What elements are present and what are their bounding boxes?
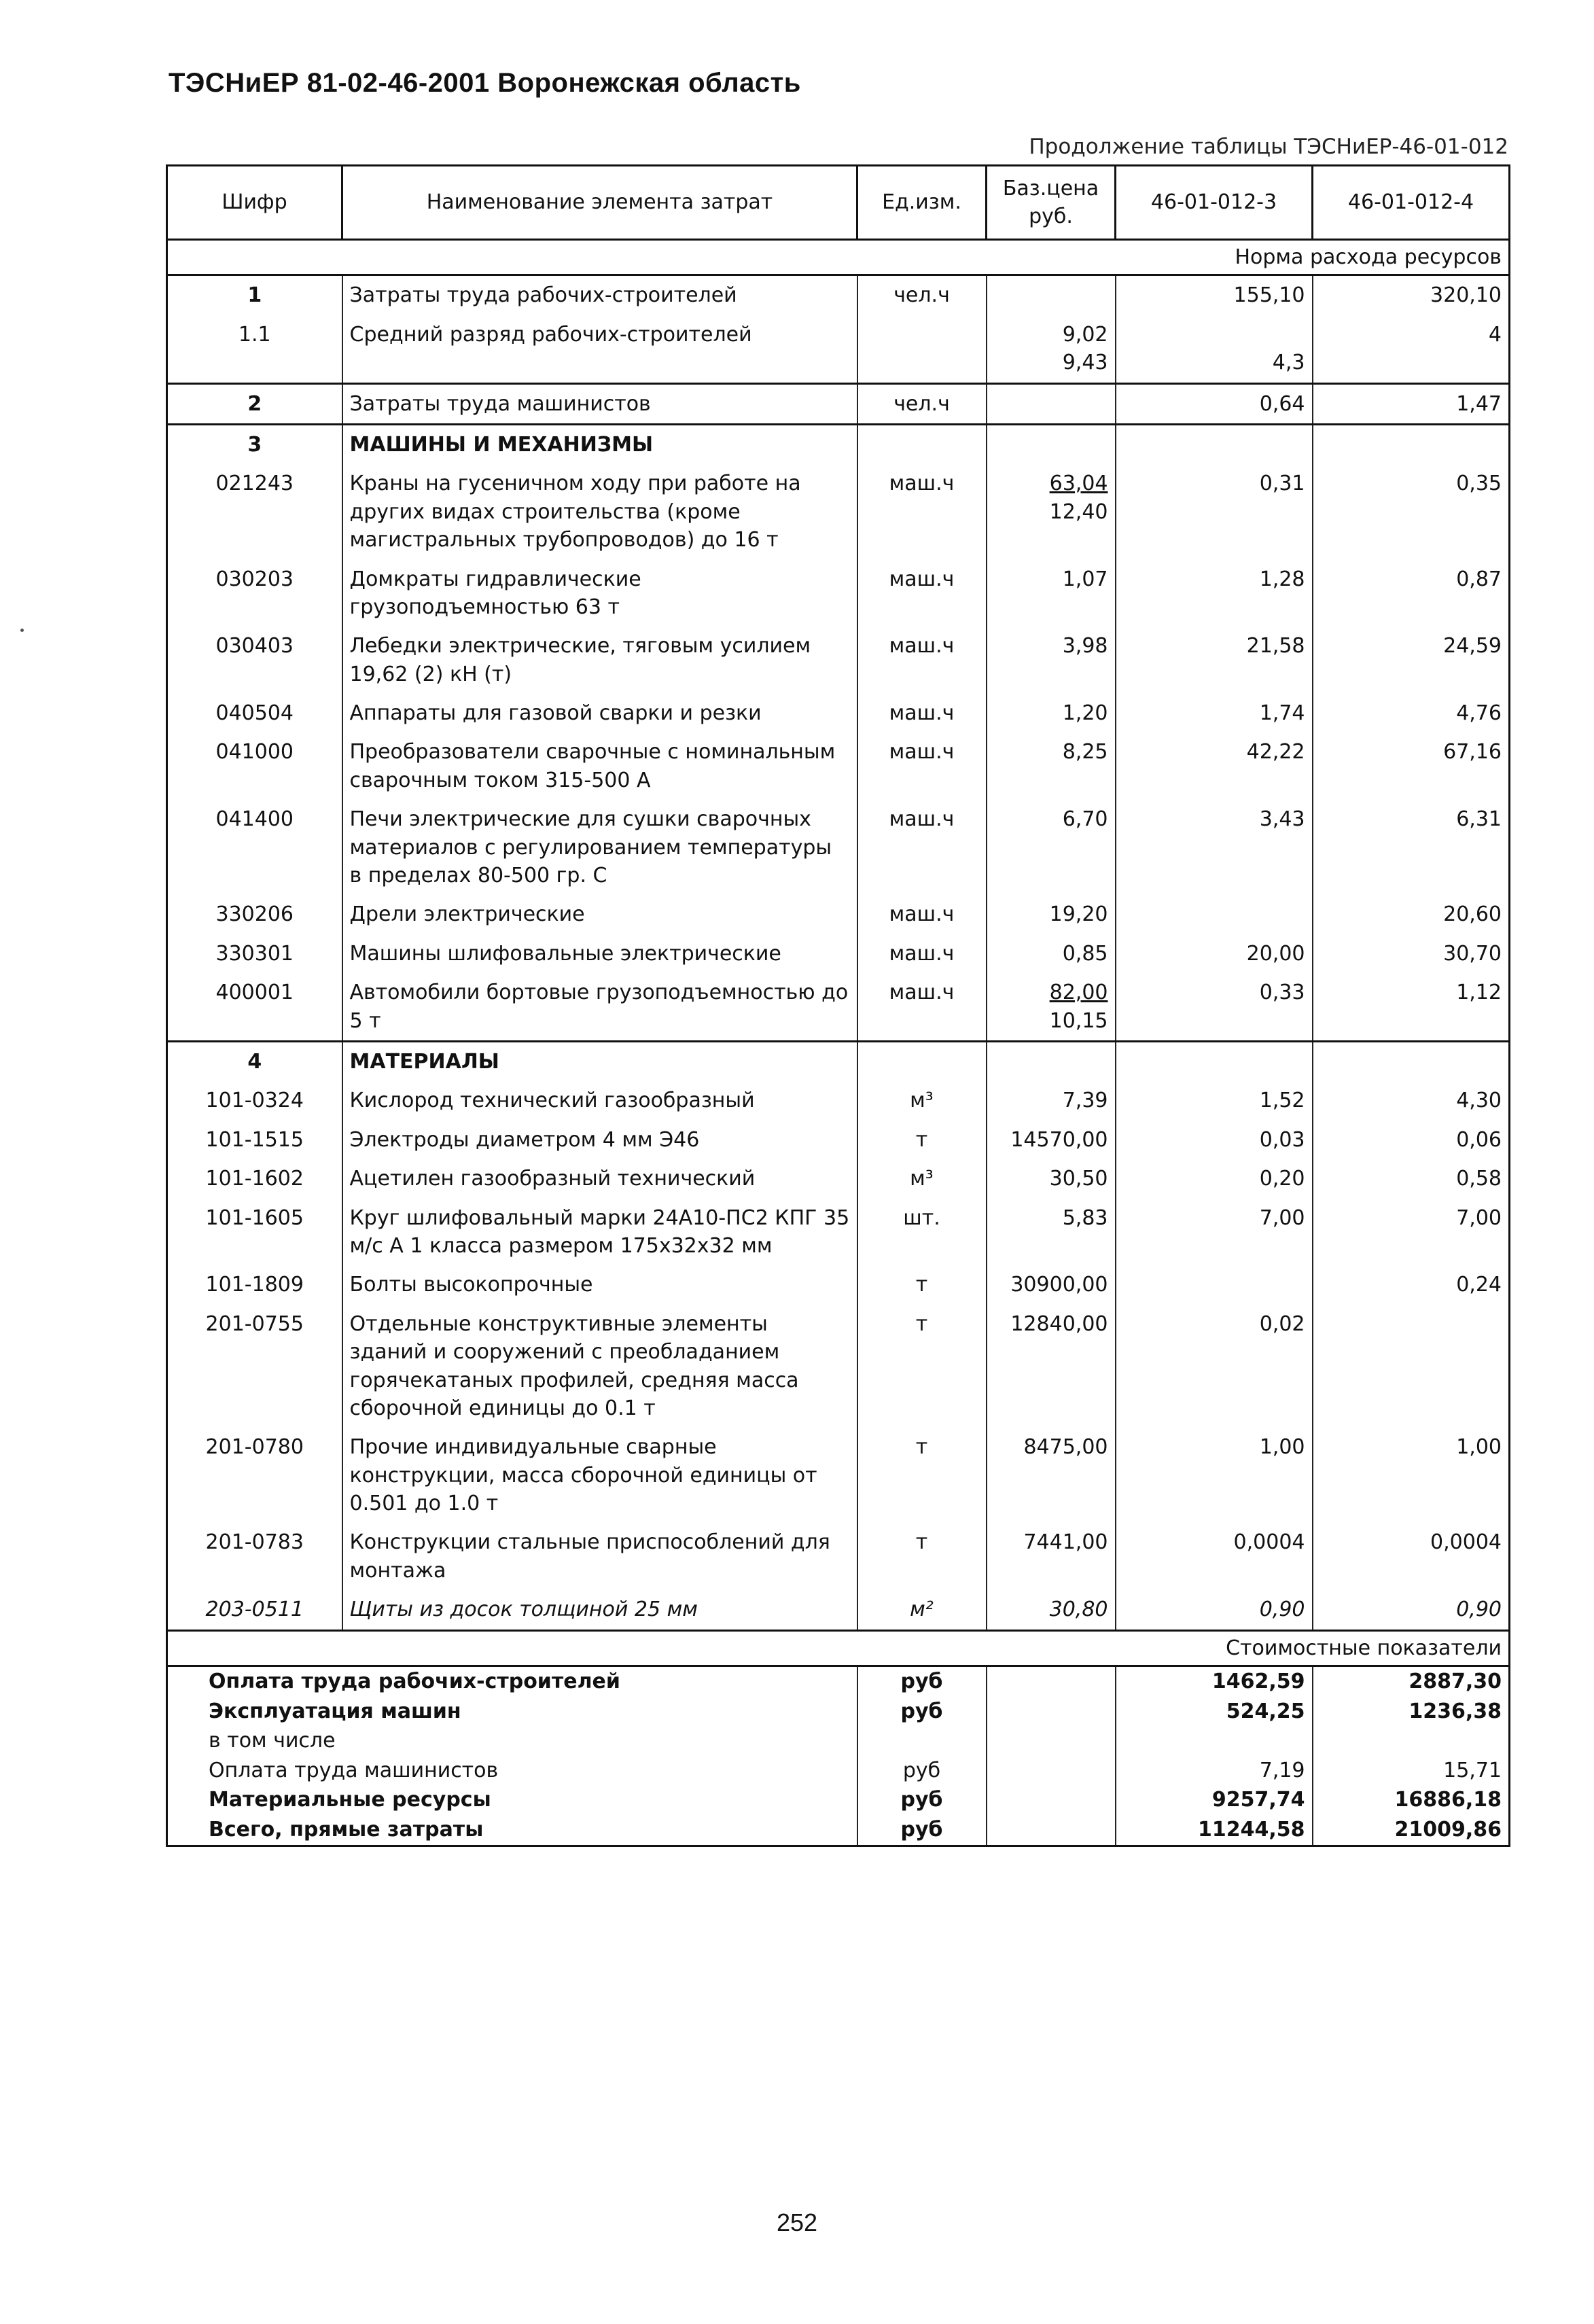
labor-grade-col-a-value: 4,3 bbox=[1272, 351, 1305, 375]
labor-grade-name: Средний разряд рабочих-строителей bbox=[342, 315, 857, 383]
page-number: 252 bbox=[776, 2208, 818, 2236]
machine-row bbox=[167, 464, 1510, 559]
machine-col-b: 20,60 bbox=[1313, 895, 1510, 934]
material-col-a: 0,90 bbox=[1116, 1590, 1313, 1630]
material-name: Болты высокопрочные bbox=[342, 1265, 857, 1304]
machine-name: Автомобили бортовые грузоподъемностью до 5 т bbox=[342, 973, 857, 1041]
summary-label: Оплата труда рабочих-строителей bbox=[167, 1666, 857, 1697]
machine-code: 030403 bbox=[167, 627, 342, 694]
machine-price bbox=[987, 627, 1116, 694]
machine-name: Лебедки электрические, тяговым усилием 19,62 (2) кН (т) bbox=[342, 627, 857, 694]
machine-unit: маш.ч bbox=[857, 800, 987, 895]
machine-col-b: 24,59 bbox=[1313, 627, 1510, 694]
resource-table-container bbox=[166, 164, 1508, 1847]
band-norm-row bbox=[167, 240, 1510, 275]
machine-code: 041000 bbox=[167, 733, 342, 800]
machine-price bbox=[987, 560, 1116, 627]
material-price: 12840,00 bbox=[987, 1305, 1116, 1428]
machine-unit: маш.ч bbox=[857, 895, 987, 934]
machine-col-b: 67,16 bbox=[1313, 733, 1510, 800]
machine-col-a bbox=[1116, 895, 1313, 934]
header-col-a: 46-01-012-3 bbox=[1116, 166, 1313, 240]
summary-row bbox=[167, 1697, 1510, 1727]
summary-col-a: 524,25 bbox=[1116, 1697, 1313, 1727]
table-header bbox=[167, 166, 1510, 240]
material-col-b: 1,00 bbox=[1313, 1428, 1510, 1523]
material-unit: т bbox=[857, 1523, 987, 1590]
material-name: Кислород технический газообразный bbox=[342, 1081, 857, 1120]
machine-name: Краны на гусеничном ходу при работе на других видах строительства (кроме магистральных трубопроводов) до 16 т bbox=[342, 464, 857, 559]
summary-unit: руб bbox=[857, 1666, 987, 1697]
machine-row bbox=[167, 627, 1510, 694]
header-price bbox=[987, 166, 1116, 240]
material-row bbox=[167, 1590, 1510, 1630]
machine-code: 400001 bbox=[167, 973, 342, 1041]
machine-name: Машины шлифовальные электрические bbox=[342, 934, 857, 973]
material-price: 7,39 bbox=[987, 1081, 1116, 1120]
machine-col-a: 0,33 bbox=[1116, 973, 1313, 1041]
summary-label: Всего, прямые затраты bbox=[167, 1815, 857, 1846]
machine-price-value: 1,07 bbox=[1062, 567, 1108, 591]
machine-unit: маш.ч bbox=[857, 934, 987, 973]
machine-row bbox=[167, 560, 1510, 627]
material-code: 101-1809 bbox=[167, 1265, 342, 1304]
machines-section-title: МАШИНЫ И МЕХАНИЗМЫ bbox=[342, 424, 857, 464]
material-row bbox=[167, 1265, 1510, 1304]
machine-price-value: 6,70 bbox=[1062, 807, 1108, 832]
material-row bbox=[167, 1523, 1510, 1590]
material-row bbox=[167, 1081, 1510, 1120]
header-unit: Ед.изм. bbox=[857, 166, 987, 240]
machine-price-value: 3,98 bbox=[1062, 634, 1108, 658]
materials-section-row bbox=[167, 1041, 1510, 1081]
resource-table bbox=[166, 164, 1510, 1847]
machine-row bbox=[167, 973, 1510, 1041]
machine-code: 041400 bbox=[167, 800, 342, 895]
material-row bbox=[167, 1121, 1510, 1159]
labor-price bbox=[987, 275, 1116, 315]
material-price: 30900,00 bbox=[987, 1265, 1116, 1304]
machine-col-a: 1,74 bbox=[1116, 694, 1313, 733]
material-code: 101-1605 bbox=[167, 1199, 342, 1266]
cost-body bbox=[167, 1630, 1510, 1666]
summary-label: Материальные ресурсы bbox=[167, 1785, 857, 1815]
summary-unit: руб bbox=[857, 1697, 987, 1727]
summary-label: в том числе bbox=[167, 1726, 857, 1756]
material-price: 8475,00 bbox=[987, 1428, 1116, 1523]
header-price-line1: Баз.цена bbox=[1002, 176, 1099, 200]
machines-body bbox=[167, 464, 1510, 1041]
labor-grade-col-a bbox=[1116, 315, 1313, 383]
material-col-b: 7,00 bbox=[1313, 1199, 1510, 1266]
labor-grade-col-b: 4 bbox=[1313, 315, 1510, 383]
summary-unit: руб bbox=[857, 1815, 987, 1846]
material-col-a: 0,02 bbox=[1116, 1305, 1313, 1428]
material-name: Прочие индивидуальные сварные конструкции, масса сборочной единицы от 0.501 до 1.0 т bbox=[342, 1428, 857, 1523]
machine-price-value: 63,04 bbox=[1049, 472, 1108, 496]
machine-price bbox=[987, 800, 1116, 895]
empty-cell bbox=[987, 1041, 1116, 1081]
summary-col-b: 2887,30 bbox=[1313, 1666, 1510, 1697]
labor-grade-price-1: 9,02 bbox=[1062, 322, 1108, 347]
machine-name: Дрели электрические bbox=[342, 895, 857, 934]
machine-price-value: 1,20 bbox=[1062, 701, 1108, 726]
material-unit: т bbox=[857, 1428, 987, 1523]
machine-price bbox=[987, 934, 1116, 973]
machine-name: Печи электрические для сушки сварочных материалов с регулированием температуры в пределах 80-500 гр. С bbox=[342, 800, 857, 895]
labor-grade-price bbox=[987, 315, 1116, 383]
machine-col-b: 0,35 bbox=[1313, 464, 1510, 559]
machine-price bbox=[987, 733, 1116, 800]
table-caption: Продолжение таблицы ТЭСНиЕР-46-01-012 bbox=[1029, 135, 1508, 159]
machine-col-a: 1,28 bbox=[1116, 560, 1313, 627]
labor-grade-price-2: 9,43 bbox=[1062, 351, 1108, 375]
machine-col-a: 3,43 bbox=[1116, 800, 1313, 895]
material-unit: т bbox=[857, 1121, 987, 1159]
material-unit: шт. bbox=[857, 1199, 987, 1266]
summary-col-b: 16886,18 bbox=[1313, 1785, 1510, 1815]
table-body bbox=[167, 240, 1510, 465]
summary-label: Эксплуатация машин bbox=[167, 1697, 857, 1727]
machine-unit: маш.ч bbox=[857, 627, 987, 694]
machine-price-value: 8,25 bbox=[1062, 740, 1108, 764]
machine-col-b: 1,12 bbox=[1313, 973, 1510, 1041]
machine-col-a: 42,22 bbox=[1116, 733, 1313, 800]
labor-row-1-1 bbox=[167, 315, 1510, 383]
materials-body bbox=[167, 1081, 1510, 1630]
empty-cell bbox=[857, 424, 987, 464]
material-price: 5,83 bbox=[987, 1199, 1116, 1266]
machine-unit: маш.ч bbox=[857, 464, 987, 559]
empty-cell bbox=[1116, 1041, 1313, 1081]
material-code: 201-0755 bbox=[167, 1305, 342, 1428]
machine-code: 040504 bbox=[167, 694, 342, 733]
material-name: Отдельные конструктивные элементы зданий и сооружений с преобладанием горячекатаных профилей, средняя масса сборочной единицы до 0.1 т bbox=[342, 1305, 857, 1428]
operator-labor-code: 2 bbox=[167, 383, 342, 424]
summary-unit bbox=[857, 1726, 987, 1756]
material-code: 201-0783 bbox=[167, 1523, 342, 1590]
machine-unit: маш.ч bbox=[857, 560, 987, 627]
empty-cell bbox=[987, 424, 1116, 464]
material-name: Круг шлифовальный марки 24А10-ПС2 КПГ 35 м/с А 1 класса размером 175х32х32 мм bbox=[342, 1199, 857, 1266]
material-unit: м³ bbox=[857, 1159, 987, 1198]
material-col-a: 0,20 bbox=[1116, 1159, 1313, 1198]
machine-price bbox=[987, 464, 1116, 559]
material-col-b: 0,0004 bbox=[1313, 1523, 1510, 1590]
machines-section-row bbox=[167, 424, 1510, 464]
summary-price bbox=[987, 1756, 1116, 1786]
labor-row-1 bbox=[167, 275, 1510, 315]
machine-unit: маш.ч bbox=[857, 733, 987, 800]
machine-unit: маш.ч bbox=[857, 694, 987, 733]
machine-code: 330206 bbox=[167, 895, 342, 934]
summary-row bbox=[167, 1785, 1510, 1815]
operator-labor-unit: чел.ч bbox=[857, 383, 987, 424]
materials-section-body bbox=[167, 1041, 1510, 1081]
material-col-a: 0,0004 bbox=[1116, 1523, 1313, 1590]
materials-section-code: 4 bbox=[167, 1041, 342, 1081]
machine-row bbox=[167, 733, 1510, 800]
summary-col-a: 7,19 bbox=[1116, 1756, 1313, 1786]
band-cost-row bbox=[167, 1630, 1510, 1666]
material-col-b: 0,90 bbox=[1313, 1590, 1510, 1630]
summary-price bbox=[987, 1815, 1116, 1846]
machine-row bbox=[167, 800, 1510, 895]
material-name: Ацетилен газообразный технический bbox=[342, 1159, 857, 1198]
summary-unit: руб bbox=[857, 1785, 987, 1815]
material-unit: т bbox=[857, 1305, 987, 1428]
machine-col-b: 4,76 bbox=[1313, 694, 1510, 733]
operator-labor-name: Затраты труда машинистов bbox=[342, 383, 857, 424]
machine-price-value: 0,85 bbox=[1062, 941, 1108, 966]
material-price: 7441,00 bbox=[987, 1523, 1116, 1590]
machine-price-wage: 12,40 bbox=[1049, 499, 1108, 524]
summary-price bbox=[987, 1697, 1116, 1727]
machine-price bbox=[987, 895, 1116, 934]
machines-section-code: 3 bbox=[167, 424, 342, 464]
operator-labor-col-b: 1,47 bbox=[1313, 383, 1510, 424]
machine-code: 021243 bbox=[167, 464, 342, 559]
empty-cell bbox=[857, 1041, 987, 1081]
material-col-b: 4,30 bbox=[1313, 1081, 1510, 1120]
materials-section-title: МАТЕРИАЛЫ bbox=[342, 1041, 857, 1081]
empty-cell bbox=[1313, 1041, 1510, 1081]
machine-price bbox=[987, 973, 1116, 1041]
summary-body bbox=[167, 1666, 1510, 1846]
summary-price bbox=[987, 1785, 1116, 1815]
material-row bbox=[167, 1305, 1510, 1428]
machine-col-b: 30,70 bbox=[1313, 934, 1510, 973]
material-col-a bbox=[1116, 1265, 1313, 1304]
summary-col-b: 21009,86 bbox=[1313, 1815, 1510, 1846]
material-col-a: 0,03 bbox=[1116, 1121, 1313, 1159]
band-norm-label: Норма расхода ресурсов bbox=[167, 240, 1510, 275]
summary-price bbox=[987, 1666, 1116, 1697]
document-title: ТЭСНиЕР 81-02-46-2001 Воронежская область bbox=[169, 68, 801, 98]
summary-row bbox=[167, 1666, 1510, 1697]
machine-price bbox=[987, 694, 1116, 733]
material-col-a: 1,00 bbox=[1116, 1428, 1313, 1523]
material-name: Щиты из досок толщиной 25 мм bbox=[342, 1590, 857, 1630]
summary-price bbox=[987, 1726, 1116, 1756]
material-unit: м³ bbox=[857, 1081, 987, 1120]
machine-price-wage: 10,15 bbox=[1049, 1008, 1108, 1033]
machine-col-a: 0,31 bbox=[1116, 464, 1313, 559]
summary-col-a: 1462,59 bbox=[1116, 1666, 1313, 1697]
summary-col-a: 9257,74 bbox=[1116, 1785, 1313, 1815]
material-name: Электроды диаметром 4 мм Э46 bbox=[342, 1121, 857, 1159]
machine-row bbox=[167, 934, 1510, 973]
labor-col-a: 155,10 bbox=[1116, 275, 1313, 315]
labor-grade-code: 1.1 bbox=[167, 315, 342, 383]
material-col-a: 7,00 bbox=[1116, 1199, 1313, 1266]
machine-name: Аппараты для газовой сварки и резки bbox=[342, 694, 857, 733]
machine-row bbox=[167, 694, 1510, 733]
labor-grade-unit bbox=[857, 315, 987, 383]
machine-col-a: 20,00 bbox=[1116, 934, 1313, 973]
empty-cell bbox=[1313, 424, 1510, 464]
labor-name: Затраты труда рабочих-строителей bbox=[342, 275, 857, 315]
material-unit: м² bbox=[857, 1590, 987, 1630]
summary-col-b: 1236,38 bbox=[1313, 1697, 1510, 1727]
material-code: 101-1602 bbox=[167, 1159, 342, 1198]
labor-row-2 bbox=[167, 383, 1510, 424]
material-code: 101-0324 bbox=[167, 1081, 342, 1120]
machine-name: Преобразователи сварочные с номинальным сварочным током 315-500 А bbox=[342, 733, 857, 800]
material-col-b: 0,06 bbox=[1313, 1121, 1510, 1159]
material-col-b: 0,58 bbox=[1313, 1159, 1510, 1198]
header-name: Наименование элемента затрат bbox=[342, 166, 857, 240]
machine-price-value: 19,20 bbox=[1049, 902, 1108, 927]
material-row bbox=[167, 1428, 1510, 1523]
machine-row bbox=[167, 895, 1510, 934]
labor-unit: чел.ч bbox=[857, 275, 987, 315]
summary-col-a bbox=[1116, 1726, 1313, 1756]
material-price: 30,80 bbox=[987, 1590, 1116, 1630]
scan-speck bbox=[20, 629, 24, 632]
summary-col-b bbox=[1313, 1726, 1510, 1756]
material-code: 201-0780 bbox=[167, 1428, 342, 1523]
band-cost-label: Стоимостные показатели bbox=[167, 1630, 1510, 1666]
material-unit: т bbox=[857, 1265, 987, 1304]
operator-labor-col-a: 0,64 bbox=[1116, 383, 1313, 424]
material-col-b bbox=[1313, 1305, 1510, 1428]
summary-row bbox=[167, 1815, 1510, 1846]
summary-row bbox=[167, 1756, 1510, 1786]
operator-labor-price bbox=[987, 383, 1116, 424]
material-price: 14570,00 bbox=[987, 1121, 1116, 1159]
material-code: 203-0511 bbox=[167, 1590, 342, 1630]
header-price-line2: руб. bbox=[1029, 205, 1073, 228]
machine-code: 330301 bbox=[167, 934, 342, 973]
header-code: Шифр bbox=[167, 166, 342, 240]
material-name: Конструкции стальные приспособлений для монтажа bbox=[342, 1523, 857, 1590]
empty-cell bbox=[1116, 424, 1313, 464]
summary-label: Оплата труда машинистов bbox=[167, 1756, 857, 1786]
summary-unit: руб bbox=[857, 1756, 987, 1786]
material-col-a: 1,52 bbox=[1116, 1081, 1313, 1120]
material-price: 30,50 bbox=[987, 1159, 1116, 1198]
labor-code: 1 bbox=[167, 275, 342, 315]
labor-col-b: 320,10 bbox=[1313, 275, 1510, 315]
summary-row bbox=[167, 1726, 1510, 1756]
machine-col-b: 0,87 bbox=[1313, 560, 1510, 627]
machine-col-a: 21,58 bbox=[1116, 627, 1313, 694]
machine-col-b: 6,31 bbox=[1313, 800, 1510, 895]
material-code: 101-1515 bbox=[167, 1121, 342, 1159]
material-row bbox=[167, 1199, 1510, 1266]
machine-price-value: 82,00 bbox=[1049, 981, 1108, 1005]
summary-col-b: 15,71 bbox=[1313, 1756, 1510, 1786]
material-row bbox=[167, 1159, 1510, 1198]
summary-col-a: 11244,58 bbox=[1116, 1815, 1313, 1846]
header-col-b: 46-01-012-4 bbox=[1313, 166, 1510, 240]
machine-code: 030203 bbox=[167, 560, 342, 627]
material-col-b: 0,24 bbox=[1313, 1265, 1510, 1304]
machine-unit: маш.ч bbox=[857, 973, 987, 1041]
machine-name: Домкраты гидравлические грузоподъемностью 63 т bbox=[342, 560, 857, 627]
